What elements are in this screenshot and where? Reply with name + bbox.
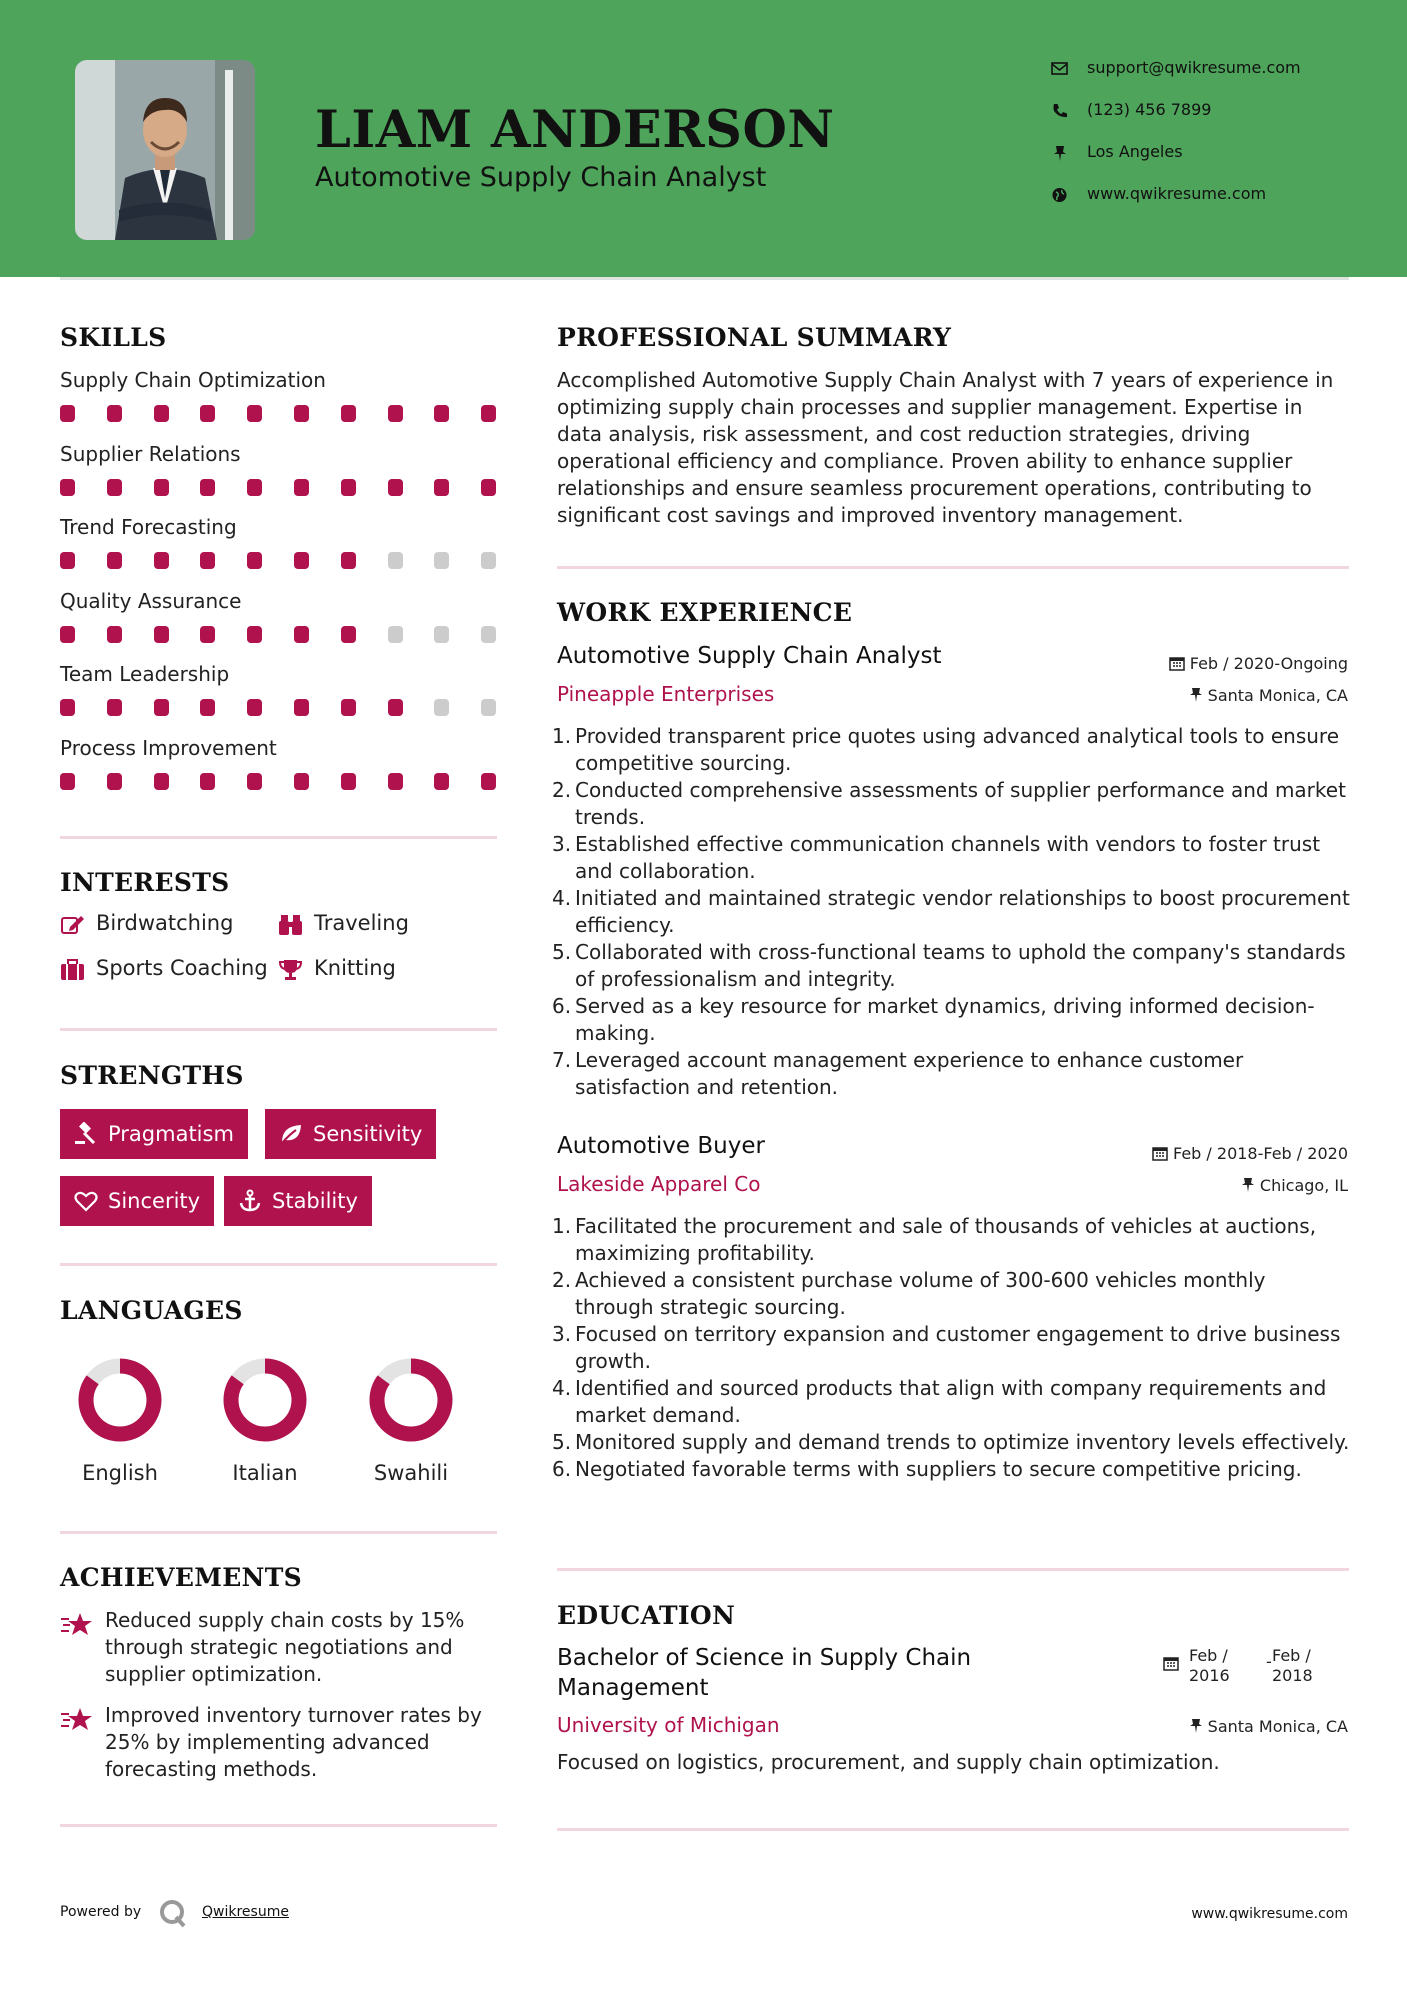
summary-divider — [557, 566, 1349, 569]
rating-dot-filled — [247, 699, 262, 716]
rating-dot-filled — [154, 405, 169, 422]
strength-label: Sensitivity — [313, 1122, 423, 1146]
bullet-text: Monitored supply and demand trends to optimize inventory levels effectively. — [575, 1430, 1350, 1454]
rating-dot-filled — [481, 479, 496, 496]
skill-name: Supplier Relations — [60, 441, 241, 466]
rating-dot-filled — [154, 626, 169, 643]
trophy-icon — [278, 958, 304, 982]
bullet-number: 6. — [552, 1457, 572, 1481]
interest-label: Traveling — [314, 911, 409, 935]
bullet-number: 1. — [552, 1214, 572, 1238]
pin-icon — [1189, 687, 1203, 703]
rating-dot-filled — [341, 699, 356, 716]
job-location — [1241, 1176, 1348, 1195]
rating-dot-filled — [60, 773, 75, 790]
edu-date-start-year: 2016 — [1189, 1666, 1230, 1685]
bullet-text: Achieved a consistent purchase volume of 300-600 vehicles monthly through strategic sourcing. — [575, 1268, 1266, 1319]
job-bullet — [552, 777, 1350, 831]
rating-dot-filled — [154, 699, 169, 716]
experience-divider — [557, 1568, 1349, 1571]
rating-dot-filled — [200, 405, 215, 422]
profile-photo — [75, 60, 255, 240]
contact-location — [1050, 142, 1390, 166]
skill-rating — [60, 479, 500, 497]
skill-name: Supply Chain Optimization — [60, 368, 326, 392]
achievement-item: Reduced supply chain costs by 15% through strategic negotiations and supplier optimization. — [105, 1608, 465, 1686]
strengths-divider — [60, 1263, 497, 1266]
job-bullet — [552, 1267, 1350, 1321]
skill-rating — [60, 699, 500, 717]
rating-dot-filled — [294, 479, 309, 496]
skills-divider — [60, 836, 497, 839]
rating-dot-filled — [341, 552, 356, 569]
bullet-text: Identified and sourced products that align with company requirements and market demand. — [575, 1376, 1327, 1427]
job-title: Automotive Supply Chain Analyst — [557, 643, 942, 669]
rating-dot-filled — [294, 699, 309, 716]
rating-dot-filled — [200, 773, 215, 790]
bullet-text: Served as a key resource for market dynamics, driving informed decision-making. — [575, 994, 1315, 1045]
contact-email-text: support@qwikresume.com — [1087, 58, 1301, 77]
job-bullet — [552, 1456, 1350, 1483]
candidate-title: Automotive Supply Chain Analyst — [315, 162, 767, 193]
job-bullet — [552, 993, 1350, 1047]
contact-email[interactable] — [1050, 58, 1390, 82]
rating-dot-filled — [60, 699, 75, 716]
school-name: University of Michigan — [557, 1713, 780, 1737]
language-gauge — [361, 1350, 461, 1450]
rating-dot-empty — [481, 626, 496, 643]
contact-website[interactable] — [1050, 184, 1390, 208]
gavel-icon — [74, 1122, 98, 1146]
candidate-name: LIAM ANDERSON — [315, 100, 835, 160]
strengths-heading: STRENGTHS — [60, 1061, 244, 1090]
rating-dot-filled — [294, 626, 309, 643]
skill-name: Team Leadership — [60, 662, 230, 686]
rating-dot-filled — [107, 405, 122, 422]
job-bullets — [552, 1213, 1350, 1483]
star-icon — [60, 1706, 94, 1732]
rating-dot-filled — [60, 405, 75, 422]
job-bullet — [552, 1429, 1350, 1456]
skill-name: Trend Forecasting — [60, 515, 237, 539]
contact-phone-text: (123) 456 7899 — [1087, 100, 1212, 119]
edu-date-separator: - — [1266, 1652, 1272, 1671]
contact-location-text: Los Angeles — [1087, 142, 1183, 161]
rating-dot-filled — [247, 479, 262, 496]
skill-rating — [60, 626, 500, 644]
bullet-text: Negotiated favorable terms with suppliers to secure competitive pricing. — [575, 1457, 1302, 1481]
edu-date-end-year: 2018 — [1272, 1666, 1313, 1685]
rating-dot-filled — [60, 552, 75, 569]
job-location-text: Santa Monica, CA — [1207, 686, 1348, 705]
calendar-icon — [1152, 1145, 1168, 1161]
calendar-icon — [1163, 1655, 1183, 1675]
job-bullet — [552, 939, 1350, 993]
experience-heading: WORK EXPERIENCE — [557, 598, 853, 627]
pin-icon — [1241, 1177, 1255, 1193]
bullet-number: 4. — [552, 886, 572, 910]
skill-rating — [60, 773, 500, 791]
phone-icon — [1050, 101, 1070, 121]
rating-dot-filled — [247, 626, 262, 643]
achievements-heading: ACHIEVEMENTS — [60, 1563, 302, 1592]
rating-dot-filled — [200, 552, 215, 569]
job-location-text: Chicago, IL — [1259, 1176, 1348, 1195]
language-gauge — [215, 1350, 315, 1450]
edu-description: Focused on logistics, procurement, and supply chain optimization. — [557, 1750, 1220, 1774]
qwikresume-link[interactable]: Qwikresume — [202, 1904, 289, 1920]
interest-label: Sports Coaching — [96, 956, 268, 980]
binoculars-icon — [278, 913, 304, 937]
rating-dot-filled — [388, 405, 403, 422]
strength-label: Stability — [272, 1189, 358, 1213]
star-icon — [60, 1611, 94, 1637]
job-bullets — [552, 723, 1350, 1101]
edu-date-start — [1189, 1646, 1230, 1686]
rating-dot-filled — [107, 552, 122, 569]
rating-dot-filled — [107, 626, 122, 643]
rating-dot-filled — [107, 773, 122, 790]
rating-dot-empty — [434, 699, 449, 716]
job-location — [1189, 686, 1348, 705]
rating-dot-filled — [154, 773, 169, 790]
skill-rating — [60, 552, 500, 570]
rating-dot-filled — [434, 773, 449, 790]
rating-dot-filled — [294, 773, 309, 790]
rating-dot-empty — [434, 552, 449, 569]
rating-dot-filled — [60, 479, 75, 496]
edu-date-end — [1272, 1646, 1313, 1686]
rating-dot-filled — [388, 479, 403, 496]
bullet-number: 7. — [552, 1048, 572, 1072]
rating-dot-filled — [434, 479, 449, 496]
summary-text: Accomplished Automotive Supply Chain Analyst with 7 years of experience in optimizing supply chain processes and supplier management. Expertise in data analysis, risk assessment, and cost reduction strategies, driving operational efficiency and compliance. Proven ability to enhance supplier relationships and ensure seamless procurement operations, contributing to significant cost savings and improved inventory management. — [557, 368, 1334, 527]
bullet-text: Established effective communication channels with vendors to foster trust and collaboration. — [575, 832, 1321, 883]
qwikresume-logo-icon — [158, 1898, 188, 1928]
bullet-number: 2. — [552, 1268, 572, 1292]
bullet-number: 3. — [552, 1322, 572, 1346]
footer-url[interactable]: www.qwikresume.com — [1191, 1906, 1348, 1922]
header — [0, 0, 1407, 277]
bullet-number: 4. — [552, 1376, 572, 1400]
rating-dot-filled — [200, 626, 215, 643]
bullet-text: Facilitated the procurement and sale of thousands of vehicles at auctions, maximizing profitability. — [575, 1214, 1317, 1265]
rating-dot-filled — [341, 773, 356, 790]
bullet-number: 2. — [552, 778, 572, 802]
rating-dot-empty — [434, 626, 449, 643]
bullet-number: 1. — [552, 724, 572, 748]
rating-dot-filled — [341, 479, 356, 496]
bullet-text: Collaborated with cross-functional teams to uphold the company's standards of professionalism and integrity. — [575, 940, 1346, 991]
strength-label: Sincerity — [108, 1189, 201, 1213]
rating-dot-filled — [200, 699, 215, 716]
rating-dot-filled — [341, 626, 356, 643]
skill-name: Quality Assurance — [60, 588, 242, 613]
bullet-number: 5. — [552, 940, 572, 964]
rating-dot-filled — [388, 699, 403, 716]
strength-sensitivity — [265, 1109, 436, 1159]
languages-divider — [60, 1531, 497, 1534]
rating-dot-filled — [341, 405, 356, 422]
achievements-divider — [60, 1824, 497, 1827]
job-bullet — [552, 1321, 1350, 1375]
job-dates — [1169, 654, 1348, 673]
rating-dot-filled — [481, 773, 496, 790]
edit-icon — [60, 913, 86, 937]
rating-dot-filled — [107, 479, 122, 496]
rating-dot-filled — [60, 626, 75, 643]
language-label: Swahili — [373, 1461, 449, 1485]
heart-icon — [74, 1189, 98, 1213]
education-divider — [557, 1828, 1349, 1831]
bullet-text: Focused on territory expansion and customer engagement to drive business growth. — [575, 1322, 1341, 1373]
skill-rating — [60, 405, 500, 423]
job-company: Lakeside Apparel Co — [557, 1172, 761, 1196]
rating-dot-filled — [247, 552, 262, 569]
interest-label: Birdwatching — [96, 911, 234, 935]
job-bullet — [552, 723, 1350, 777]
powered-by: Powered by — [60, 1904, 142, 1920]
rating-dot-filled — [388, 773, 403, 790]
job-bullet — [552, 1375, 1350, 1429]
rating-dot-empty — [481, 699, 496, 716]
globe-icon — [1050, 185, 1070, 205]
degree-line-1: Bachelor of Science in Supply Chain — [557, 1645, 972, 1671]
contact-website-text: www.qwikresume.com — [1087, 184, 1267, 203]
rating-dot-filled — [107, 699, 122, 716]
edu-date-end-month: Feb / — [1272, 1646, 1311, 1665]
rating-dot-filled — [154, 552, 169, 569]
header-divider — [60, 277, 1349, 280]
language-label: English — [82, 1461, 158, 1485]
job-bullet — [552, 1047, 1350, 1101]
degree-line-2: Management — [557, 1675, 709, 1701]
education-heading: EDUCATION — [557, 1601, 736, 1630]
strength-stability — [224, 1176, 372, 1226]
job-dates-text: Feb / 2018-Feb / 2020 — [1173, 1144, 1348, 1163]
bullet-number: 3. — [552, 832, 572, 856]
envelope-icon — [1050, 59, 1070, 79]
rating-dot-empty — [481, 552, 496, 569]
job-bullet — [552, 885, 1350, 939]
language-label: Italian — [232, 1461, 298, 1485]
pin-icon — [1189, 1718, 1203, 1734]
job-title: Automotive Buyer — [557, 1133, 765, 1159]
rating-dot-filled — [200, 479, 215, 496]
edu-location-text: Santa Monica, CA — [1207, 1717, 1348, 1736]
summary-heading: PROFESSIONAL SUMMARY — [557, 323, 952, 352]
leaf-icon — [279, 1122, 303, 1146]
achievement-item: Improved inventory turnover rates by 25% by implementing advanced forecasting methods. — [105, 1703, 482, 1781]
bullet-text: Leveraged account management experience to enhance customer satisfaction and retention. — [575, 1048, 1244, 1099]
strength-label: Pragmatism — [108, 1122, 234, 1146]
calendar-icon — [1169, 655, 1185, 671]
briefcase-icon — [60, 958, 86, 982]
bullet-number: 6. — [552, 994, 572, 1018]
edu-date-start-month: Feb / — [1189, 1646, 1228, 1665]
bullet-text: Conducted comprehensive assessments of supplier performance and market trends. — [575, 778, 1346, 829]
anchor-icon — [238, 1189, 262, 1213]
job-company: Pineapple Enterprises — [557, 682, 775, 706]
bullet-number: 5. — [552, 1430, 572, 1454]
language-gauge — [70, 1350, 170, 1450]
interest-label: Knitting — [314, 956, 396, 980]
interests-heading: INTERESTS — [60, 868, 230, 897]
rating-dot-empty — [388, 626, 403, 643]
edu-location — [1189, 1717, 1348, 1736]
job-dates — [1152, 1144, 1348, 1163]
rating-dot-filled — [294, 405, 309, 422]
interests-divider — [60, 1028, 497, 1031]
job-dates-text: Feb / 2020-Ongoing — [1189, 654, 1348, 673]
rating-dot-filled — [434, 405, 449, 422]
job-bullet — [552, 831, 1350, 885]
job-bullet — [552, 1213, 1350, 1267]
skill-name: Process Improvement — [60, 735, 277, 760]
strength-pragmatism — [60, 1109, 248, 1159]
bullet-text: Initiated and maintained strategic vendor relationships to boost procurement efficiency. — [575, 886, 1350, 937]
bullet-text: Provided transparent price quotes using advanced analytical tools to ensure competitive sourcing. — [575, 724, 1340, 775]
rating-dot-filled — [247, 773, 262, 790]
rating-dot-filled — [294, 552, 309, 569]
languages-heading: LANGUAGES — [60, 1296, 243, 1325]
rating-dot-filled — [154, 479, 169, 496]
rating-dot-filled — [247, 405, 262, 422]
skills-heading: SKILLS — [60, 323, 167, 352]
strength-sincerity — [60, 1176, 214, 1226]
map-pin-icon — [1050, 143, 1070, 163]
rating-dot-empty — [388, 552, 403, 569]
contact-phone[interactable] — [1050, 100, 1390, 124]
rating-dot-filled — [481, 405, 496, 422]
